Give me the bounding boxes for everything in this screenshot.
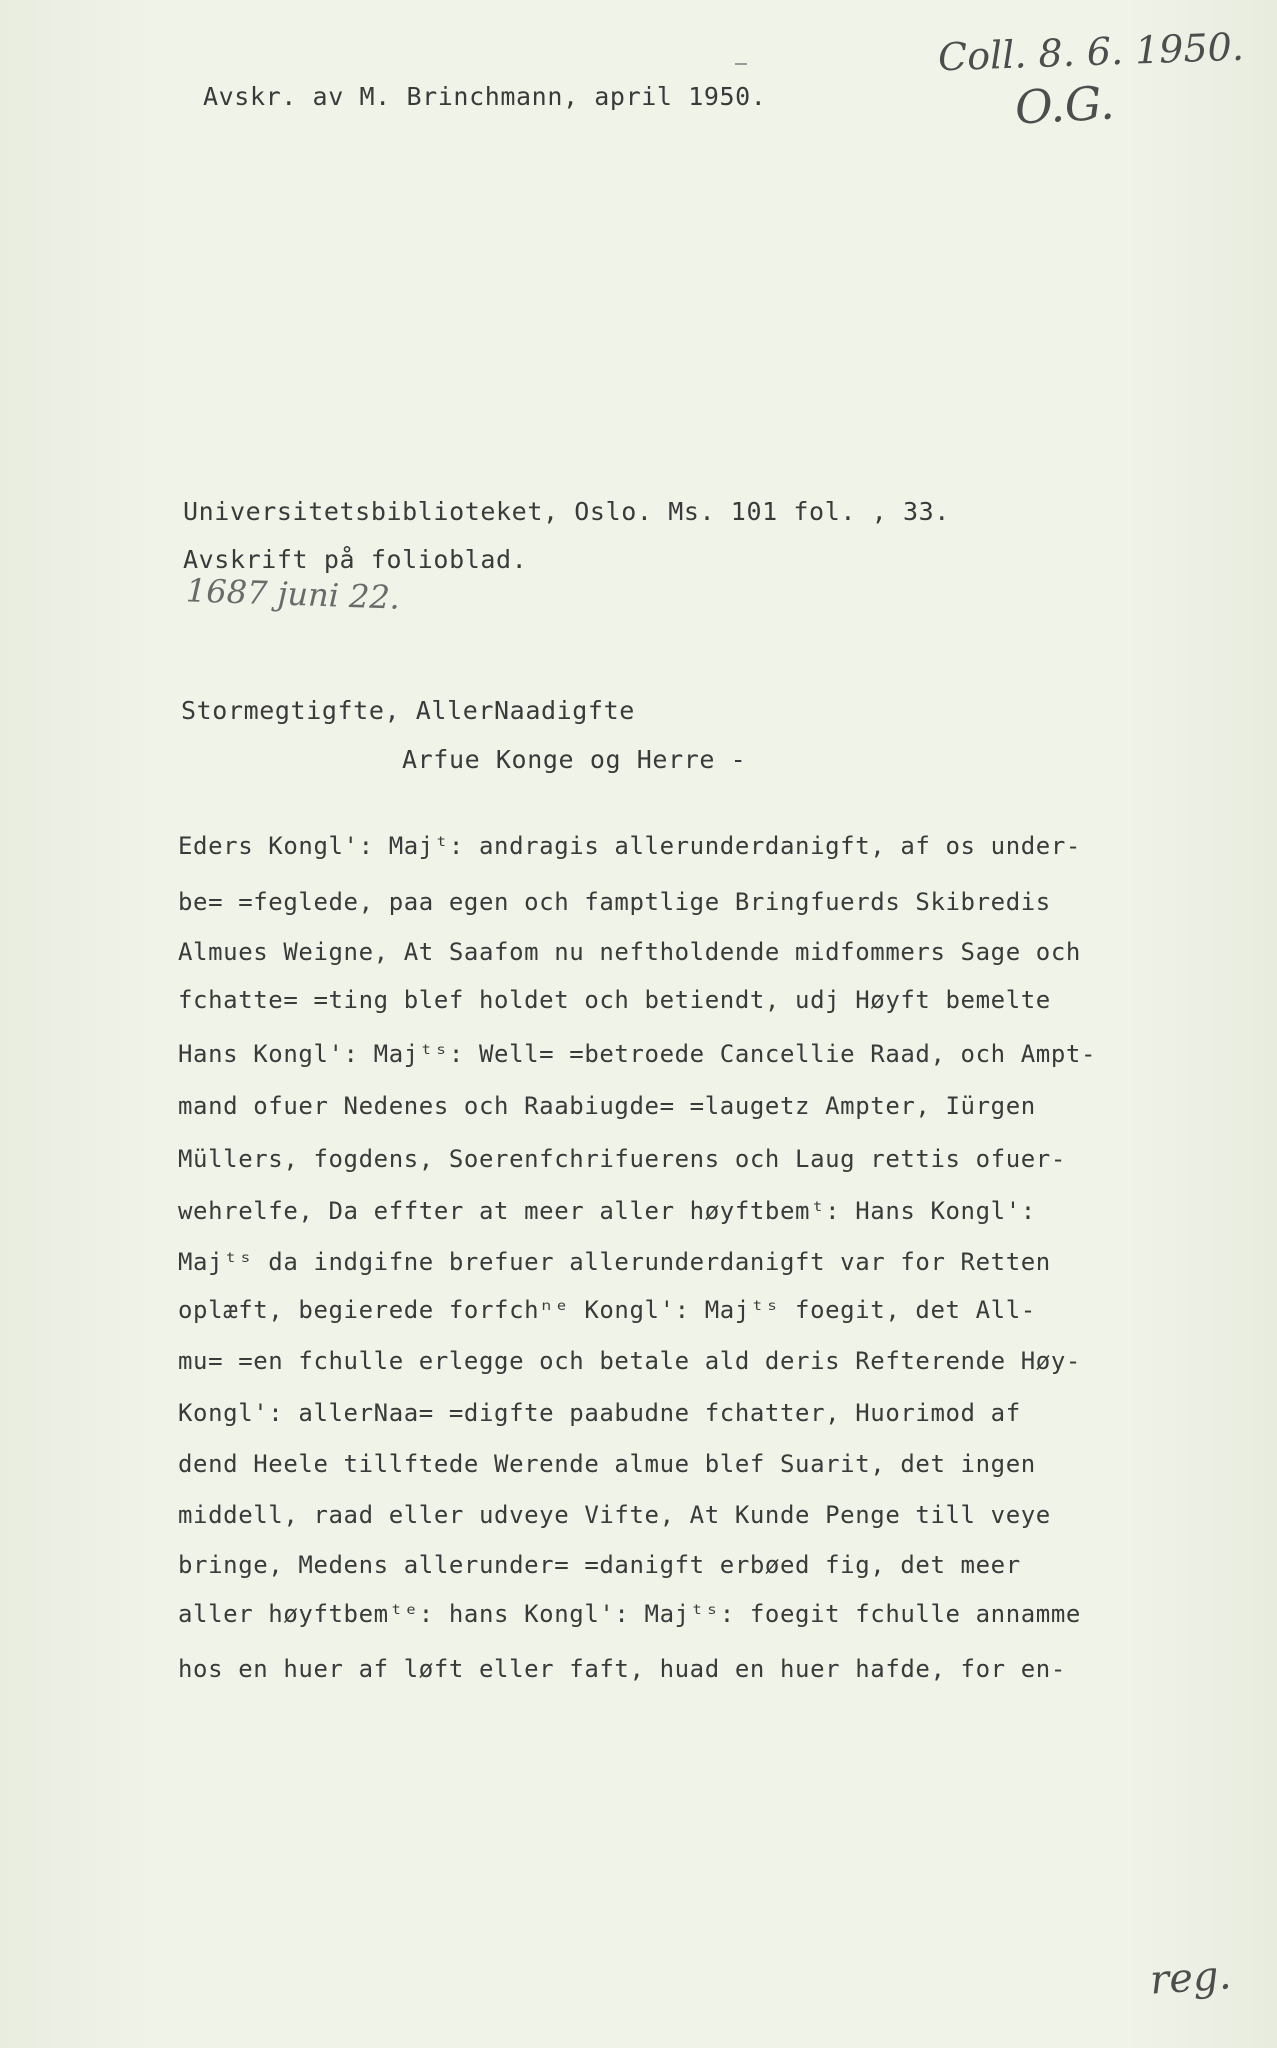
body-line: Müllers, fogdens, Soerenfchrifuerens och Laug rettis ofuer- bbox=[178, 1145, 1066, 1173]
body-line: hos en huer af løft eller faft, huad en huer hafde, for en- bbox=[178, 1655, 1066, 1683]
body-line: bringe, Medens allerunder= =danigft erbøed fig, det meer bbox=[178, 1551, 1021, 1579]
body-line: Eders Kongl': Majᵗ: andragis allerunderdanigft, af os under- bbox=[178, 832, 1081, 860]
body-line: aller høyftbemᵗᵉ: hans Kongl': Majᵗˢ: foegit fchulle annamme bbox=[178, 1600, 1081, 1628]
body-line: Hans Kongl': Majᵗˢ: Well= =betroede Cancellie Raad, och Ampt- bbox=[178, 1040, 1097, 1068]
handwritten-collation-note: Coll. 8. 6. 1950. bbox=[937, 24, 1245, 80]
salutation-line-1: Stormegtigfte, AllerNaadigfte bbox=[181, 696, 635, 725]
body-line: Majᵗˢ da indgifne brefuer allerunderdanigft var for Retten bbox=[178, 1248, 1051, 1276]
body-line: fchatte= =ting blef holdet och betiendt, udj Høyft bemelte bbox=[178, 986, 1051, 1014]
body-line: mu= =en fchulle erlegge och betale ald deris Refterende Høy- bbox=[178, 1347, 1081, 1375]
body-line: be= =feglede, paa egen och famptlige Bringfuerds Skibredis bbox=[178, 888, 1051, 916]
body-line: oplæft, begierede forfchⁿᵉ Kongl': Majᵗˢ foegit, det All- bbox=[178, 1296, 1036, 1324]
stray-mark bbox=[735, 63, 747, 65]
transcription-note: Avskr. av M. Brinchmann, april 1950. bbox=[203, 82, 767, 111]
handwritten-reg-note: reg. bbox=[1148, 1952, 1233, 2004]
handwritten-initials: O.G. bbox=[1013, 75, 1116, 135]
body-line: dend Heele tillftede Werende almue blef Suarit, det ingen bbox=[178, 1450, 1036, 1478]
body-line: middell, raad eller udveye Vifte, At Kunde Penge till veye bbox=[178, 1501, 1051, 1529]
body-line: Almues Weigne, At Saafom nu neftholdende midfommers Sage och bbox=[178, 938, 1081, 966]
body-line: Kongl': allerNaa= =digfte paabudne fchatter, Huorimod af bbox=[178, 1399, 1021, 1427]
body-line: mand ofuer Nedenes och Raabiugde= =laugetz Ampter, Iürgen bbox=[178, 1092, 1036, 1120]
handwritten-date: 1687 juni 22. bbox=[185, 571, 401, 617]
salutation-line-2: Arfue Konge og Herre - bbox=[402, 745, 747, 774]
format-note: Avskrift på folioblad. bbox=[183, 545, 528, 574]
body-line: wehrelfe, Da effter at meer aller høyftbemᵗ: Hans Kongl': bbox=[178, 1197, 1036, 1225]
library-reference: Universitetsbiblioteket, Oslo. Ms. 101 fol. , 33. bbox=[183, 497, 950, 526]
